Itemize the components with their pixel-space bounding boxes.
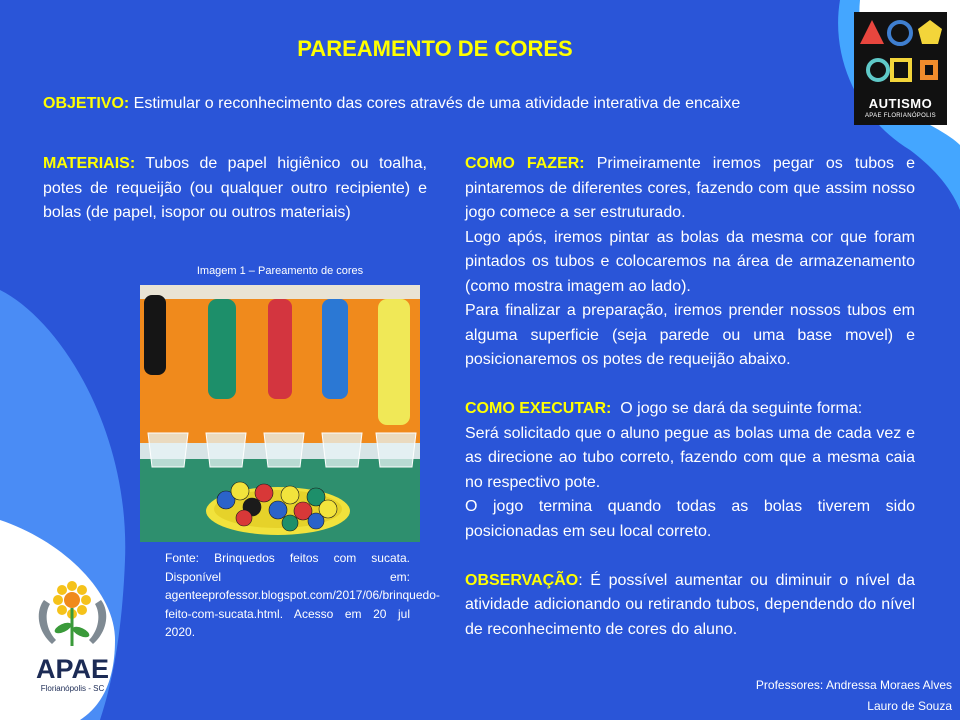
circle-icon [868, 60, 888, 80]
yellow-tube [378, 299, 410, 425]
apae-logo-text: APAE [35, 654, 109, 684]
materiais-text: Tubos de papel higiênico ou toalha, potes de requeijão (ou qualquer outro recipiente) e bolas (de papel, isopor ou outros materiais) [43, 155, 427, 221]
autism-logo [854, 12, 947, 125]
square-icon [892, 60, 910, 80]
materiais-label: MATERIAIS: [43, 155, 136, 172]
blue-tube [322, 299, 348, 399]
game-photo [140, 285, 420, 542]
como-fazer-para2: Logo após, iremos pintar as bolas da mesma cor que foram pintados os tubos e colocaremos na área de armazenamento (como mostra imagem ao lado). [465, 228, 915, 295]
right-hand-icon [89, 600, 106, 644]
page-title: PAREAMENTO DE CORES [297, 36, 573, 61]
credits-line-1: Professores: Andressa Moraes Alves [755, 678, 952, 692]
observacao-text: : É possível aumentar ou diminuir o nível da atividade adicionando ou retirando tubos, dependendo do nível de reconhecimento de cores do aluno. [465, 571, 915, 638]
objetivo-text: Estimular o reconhecimento das cores através de uma atividade interativa de encaixe [129, 95, 741, 112]
apae-logo-subtext: Florianópolis - SC [40, 684, 105, 693]
como-fazer-text: Primeiramente iremos pegar os tubos e pintaremos de diferentes cores, fazendo com que assim nosso jogo comece a ser estruturado. [465, 155, 915, 221]
image-source: Fonte: Brinquedos feitos com sucata. Disponível em: agenteeprofessor.blogspot.com/2017/06/brinquedo-feito-com-sucata.html. Acesso em 20 jul 2020. [165, 551, 440, 639]
red-tube [268, 299, 292, 399]
credits [756, 675, 952, 717]
autism-logo-text: AUTISMO [868, 96, 933, 111]
como-executar-para2: Será solicitado que o aluno pegue as bolas uma de cada vez e as direcione ao tubo correto, fazendo com que a mesma caia no respectivo pote. [465, 424, 915, 491]
como-executar-para3: O jogo termina quando todas as bolas tiverem sido posicionadas em seu local correto. [465, 498, 915, 540]
como-fazer-label: COMO FAZER: [465, 155, 585, 172]
image-caption: Imagem 1 – Pareamento de cores [196, 265, 364, 277]
black-tube [144, 295, 166, 375]
green-tube [208, 299, 236, 399]
materiais-paragraph [43, 152, 427, 226]
como-executar-paragraph [465, 397, 915, 422]
autism-logo-subtext: APAE FLORIANÓPOLIS [865, 113, 936, 119]
instructions-column [465, 152, 915, 642]
ring-icon [889, 22, 911, 44]
credits-line-2: Lauro de Souza [867, 699, 952, 713]
como-fazer-para3: Para finalizar a preparação, iremos prender nossos tubos em alguma superficie (seja parede ou uma base movel) e posicionaremos os potes de requeijão abaixo. [465, 302, 915, 368]
como-executar-text: O jogo se dará da seguinte forma: [611, 400, 863, 417]
left-hand-icon [39, 600, 56, 644]
pentagon-icon [918, 20, 942, 44]
triangle-icon [860, 20, 884, 44]
objetivo-paragraph [43, 92, 789, 117]
como-fazer-paragraph [465, 152, 915, 226]
como-executar-label: COMO EXECUTAR: [465, 400, 612, 417]
objetivo-label: OBJETIVO: [43, 95, 130, 112]
apae-logo [30, 580, 115, 700]
observacao-label: OBSERVAÇÃO [465, 571, 579, 589]
observacao-paragraph [465, 569, 915, 643]
